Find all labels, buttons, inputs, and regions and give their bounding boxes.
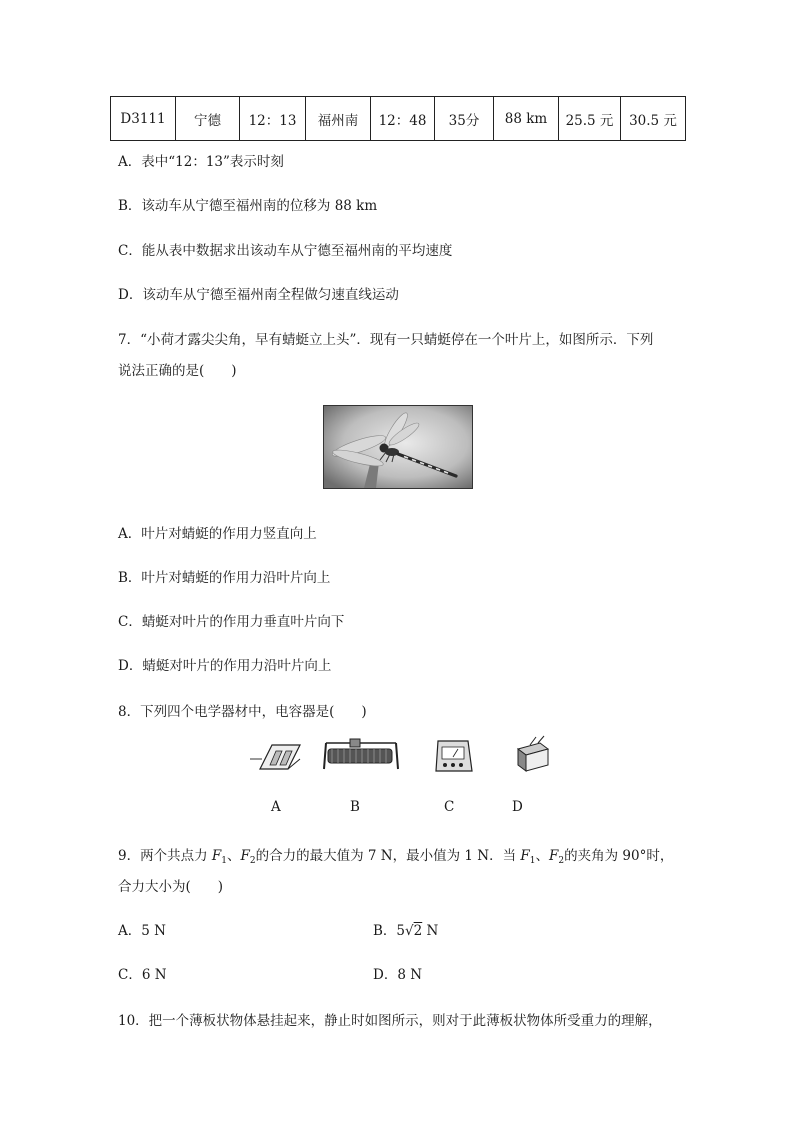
table-cell: D3111 bbox=[111, 97, 176, 141]
table-cell: 福州南 bbox=[306, 97, 371, 141]
device-a-icon bbox=[250, 745, 300, 769]
q9-f1: F bbox=[211, 848, 222, 864]
electrical-devices-figure bbox=[250, 735, 550, 780]
q6-option-b: B．该动车从宁德至福州南的位移为 88 km bbox=[118, 198, 378, 214]
q9-stem-line1 bbox=[118, 844, 673, 866]
sqrt-symbol: √ bbox=[405, 923, 414, 939]
dragonfly-image bbox=[324, 406, 472, 488]
q6-option-a: A．表中“12：13”表示时刻 bbox=[118, 154, 284, 170]
q8-label-c: C bbox=[444, 799, 455, 815]
q7-option-b: B．叶片对蜻蜓的作用力沿叶片向上 bbox=[118, 570, 331, 586]
q10-stem: 10．把一个薄板状物体悬挂起来，静止时如图所示，则对于此薄板状物体所受重力的理解， bbox=[118, 1013, 662, 1029]
q9-option-d: D．8 N bbox=[373, 967, 423, 983]
q9-sub2b: 2 bbox=[558, 856, 565, 866]
q7-option-d: D．蜻蜓对叶片的作用力沿叶片向上 bbox=[118, 658, 332, 674]
table-cell: 12：13 bbox=[240, 97, 306, 141]
q9-option-a: A．5 N bbox=[118, 923, 166, 939]
table-cell: 宁德 bbox=[176, 97, 240, 141]
q9-option-b-suffix: N bbox=[422, 923, 439, 939]
q9-sub1: 1 bbox=[221, 856, 227, 866]
table-cell: 25.5 元 bbox=[559, 97, 621, 141]
train-schedule-table bbox=[110, 96, 686, 141]
q9-f1b: F bbox=[520, 848, 530, 864]
q9-option-c: C．6 N bbox=[118, 967, 167, 983]
q6-option-c: C．能从表中数据求出该动车从宁德至福州南的平均速度 bbox=[118, 243, 453, 259]
q7-stem-line2: 说法正确的是( ) bbox=[118, 363, 237, 379]
q7-option-a: A．叶片对蜻蜓的作用力竖直向上 bbox=[118, 526, 317, 542]
q9-option-b-prefix: B．5 bbox=[373, 923, 406, 939]
q7-stem-line1: 7．“小荷才露尖尖角，早有蜻蜓立上头”．现有一只蜻蜓停在一个叶片上，如图所示．下列 bbox=[118, 332, 654, 348]
q9-stem-a: 9．两个共点力 bbox=[118, 848, 212, 864]
q9-stem-line2: 合力大小为( ) bbox=[118, 879, 224, 895]
q8-label-a: A bbox=[271, 799, 281, 815]
q9-sub2: 2 bbox=[249, 856, 256, 866]
q8-label-b: B bbox=[350, 799, 360, 815]
q9-f2: F bbox=[240, 848, 250, 864]
table-cell: 35分 bbox=[435, 97, 494, 141]
q6-option-d: D．该动车从宁德至福州南全程做匀速直线运动 bbox=[118, 287, 399, 303]
q7-option-c: C．蜻蜓对叶片的作用力垂直叶片向下 bbox=[118, 614, 345, 630]
table-cell: 88 km bbox=[494, 97, 559, 141]
device-c-icon bbox=[436, 741, 472, 771]
table-row bbox=[111, 97, 686, 141]
q9-sub1b: 1 bbox=[529, 856, 536, 866]
q9-option-b-root: 2 bbox=[413, 923, 423, 939]
table-cell: 12：48 bbox=[371, 97, 435, 141]
q9-stem-b: 的合力的最大值为 7 N，最小值为 1 N．当 bbox=[255, 848, 521, 864]
table-cell: 30.5 元 bbox=[621, 97, 686, 141]
device-d-icon bbox=[518, 736, 548, 771]
q9-sepb: 、 bbox=[535, 848, 549, 864]
q8-label-d: D bbox=[512, 799, 523, 815]
q9-option-b bbox=[373, 919, 438, 939]
device-b-icon bbox=[324, 739, 398, 769]
dragonfly-photo bbox=[323, 405, 473, 489]
q8-stem: 8．下列四个电学器材中，电容器是( ) bbox=[118, 704, 367, 720]
q9-f2b: F bbox=[548, 848, 559, 864]
q9-sep: 、 bbox=[227, 848, 241, 864]
q9-stem-c: 的夹角为 90°时， bbox=[564, 848, 674, 864]
